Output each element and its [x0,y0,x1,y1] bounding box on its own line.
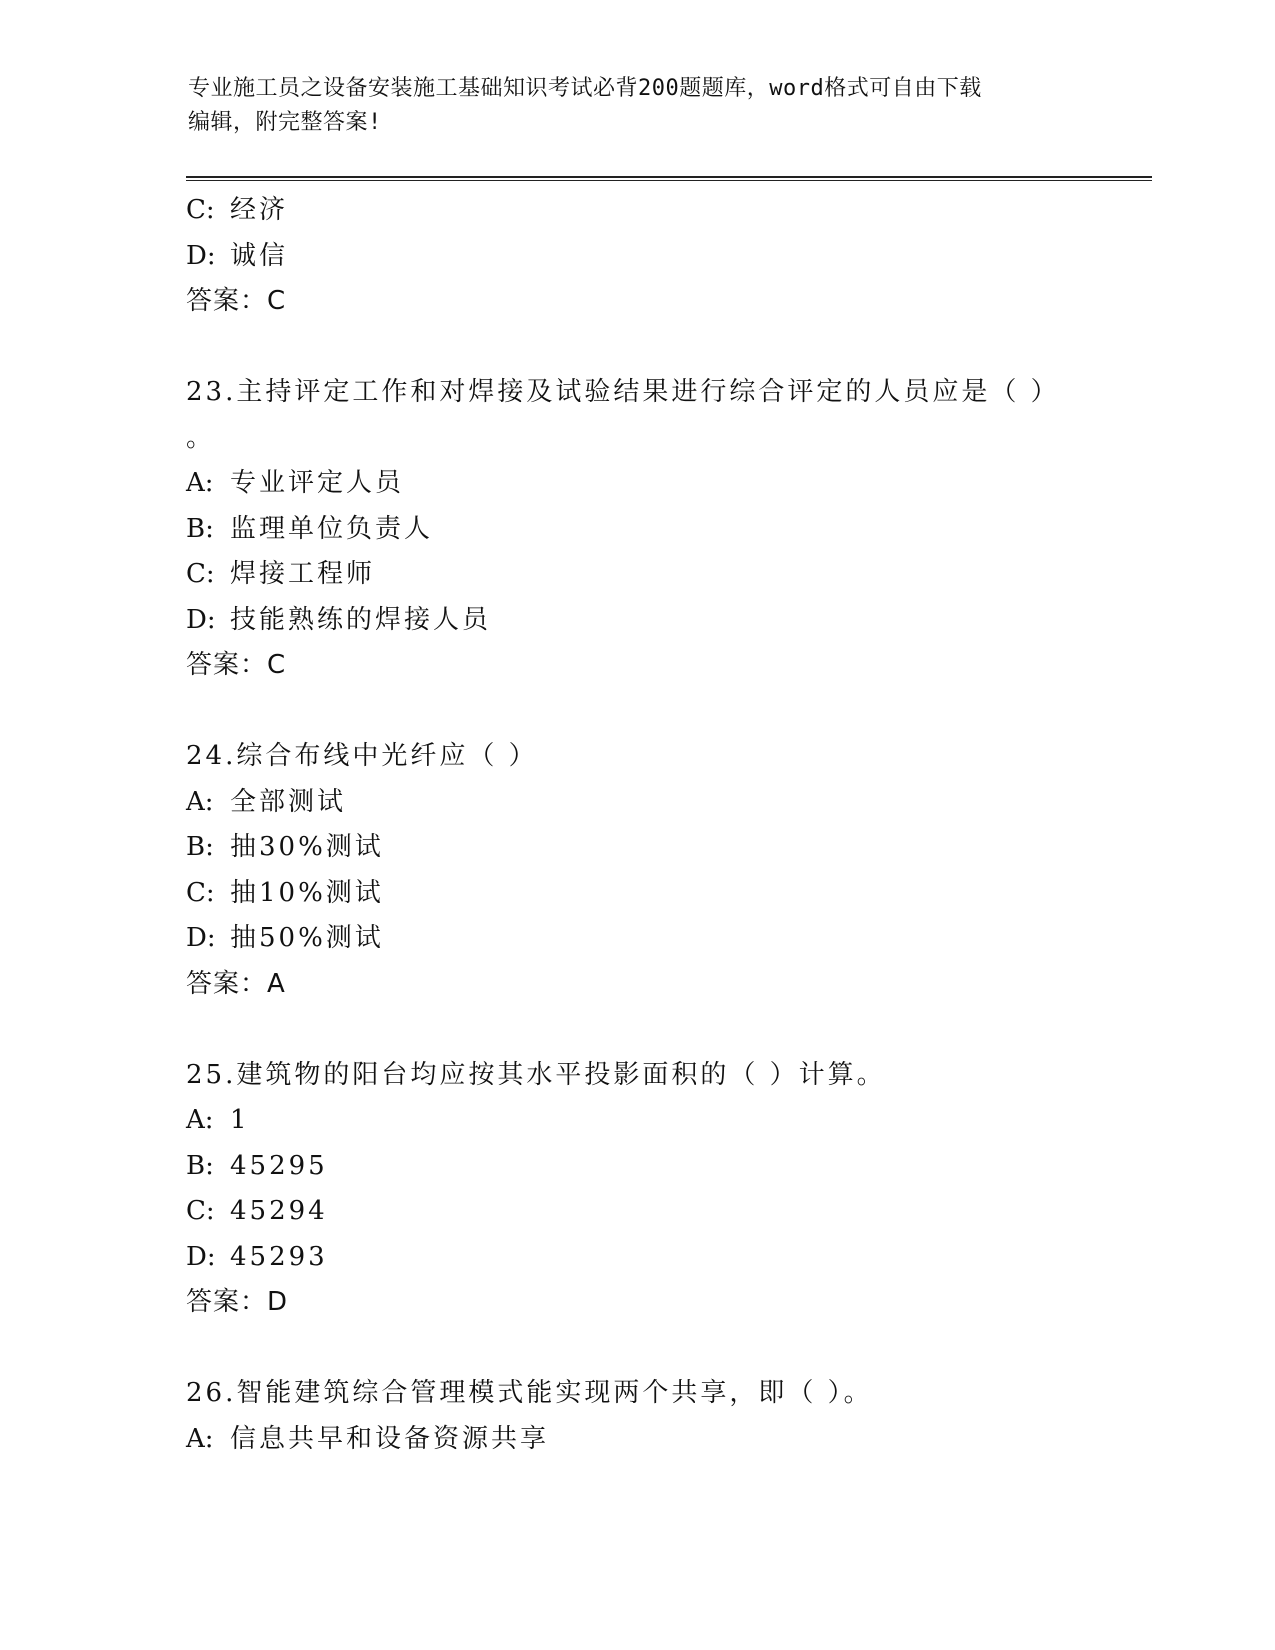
option-d [186,1235,1146,1281]
option-text: 焊接工程师 [230,559,376,589]
question-stem-continued: 。 [186,422,216,453]
question-stem: 25.建筑物的阳台均应按其水平投影面积的（ ）计算。 [186,1059,886,1090]
header-line-1: 专业施工员之设备安装施工基础知识考试必背200题题库，word格式可自由下载 [188,76,982,101]
answer-line: 答案：C [186,286,287,316]
document-header [188,72,1088,140]
option-c [186,188,1146,234]
option-d [186,598,1146,644]
option-a [186,780,1146,826]
option-text: 经济 [230,195,289,225]
spacer [186,1326,1146,1372]
option-c [186,871,1146,917]
option-text: 抽10%测试 [230,877,384,908]
option-key: C: [186,1196,215,1226]
question-stem: 24.综合布线中光纤应（ ） [186,741,538,771]
option-a [186,1417,1146,1463]
option-c [186,552,1146,598]
question-25 [186,1053,1146,1326]
question-stem: 23.主持评定工作和对焊接及试验结果进行综合评定的人员应是（ ） [186,377,1060,407]
answer-line: 答案：A [186,968,286,999]
option-key: B: [186,513,214,544]
question-23 [186,370,1146,689]
header-divider [186,176,1152,181]
spacer [186,1007,1146,1053]
option-key: A: [186,1105,214,1135]
option-a [186,461,1146,507]
option-key: D: [186,1241,216,1272]
option-text: 45294 [230,1196,328,1226]
option-text: 监理单位负责人 [230,513,434,544]
answer-line: 答案：C [186,650,287,680]
option-d [186,916,1146,962]
question-24 [186,734,1146,1007]
option-b [186,507,1146,553]
option-text: 专业评定人员 [230,468,405,498]
option-c [186,1189,1146,1235]
option-b [186,825,1146,871]
option-text: 抽30%测试 [230,832,384,862]
spacer [186,689,1146,735]
question-list [186,188,1146,1462]
option-key: A: [186,468,214,498]
option-text: 1 [230,1105,250,1135]
option-text: 45293 [230,1241,328,1272]
option-text: 全部测试 [230,786,347,817]
option-key: C: [186,559,215,589]
option-key: D: [186,240,216,271]
option-key: C: [186,195,215,225]
option-key: A: [186,786,214,817]
question-stem: 26.智能建筑综合管理模式能实现两个共享，即（ ）。 [186,1378,873,1408]
option-key: D: [186,604,216,635]
option-b [186,1144,1146,1190]
option-key: B: [186,832,214,862]
option-key: B: [186,1150,214,1181]
question-22-tail [186,188,1146,325]
option-key: A: [186,1423,214,1454]
option-key: C: [186,877,215,908]
answer-line: 答案：D [186,1287,289,1317]
question-26 [186,1371,1146,1462]
option-key: D: [186,923,216,953]
option-a [186,1098,1146,1144]
option-text: 45295 [230,1150,328,1181]
option-text: 诚信 [230,240,289,271]
option-text: 技能熟练的焊接人员 [230,604,492,635]
option-text: 信息共早和设备资源共享 [230,1423,550,1454]
option-text: 抽50%测试 [230,923,384,953]
header-line-2: 编辑，附完整答案! [188,110,382,135]
option-d [186,234,1146,280]
spacer [186,325,1146,371]
